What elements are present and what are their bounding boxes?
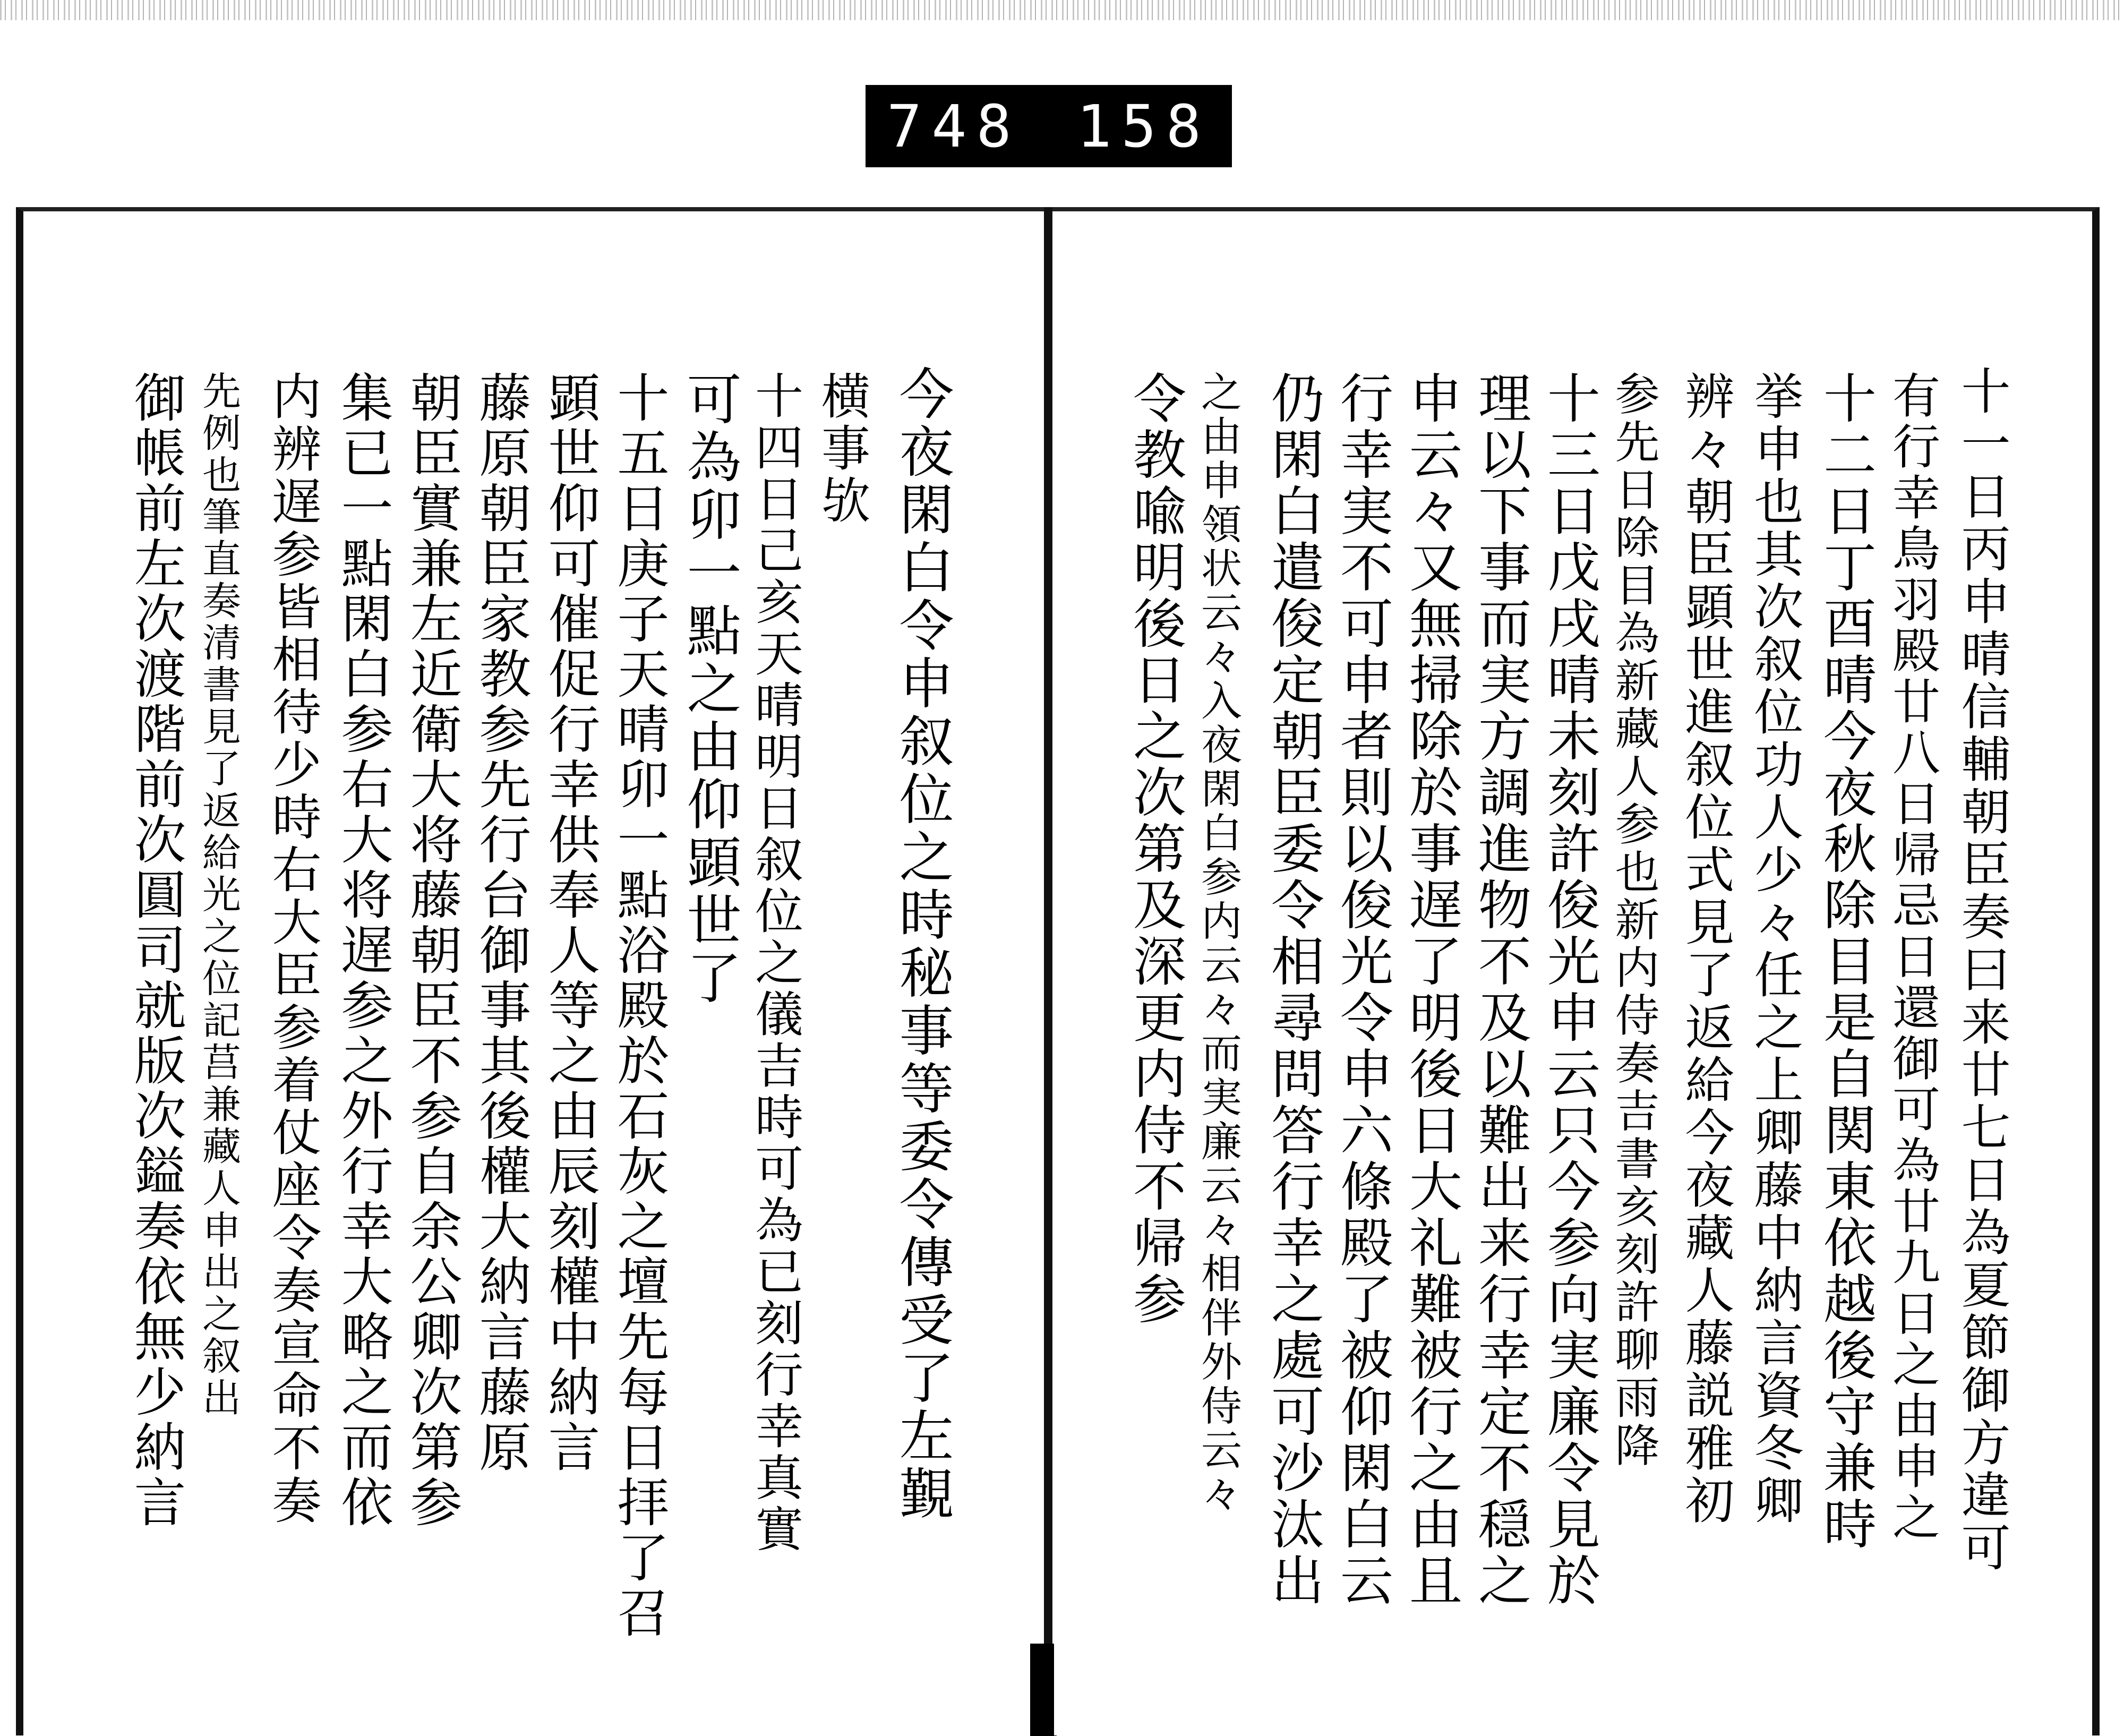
left-line-2: 横事欤: [813, 371, 870, 527]
right-line-1: 十一日丙申晴信輔朝臣奏曰来廿七日為夏節御方違可: [1953, 365, 2010, 1575]
left-line-1: 今夜閑白令申叙位之時秘事等委令傳受了左覲: [890, 365, 954, 1523]
left-line-7: 藤原朝臣家教参先行台御事其後權大納言藤原: [470, 371, 531, 1475]
right-line-6: 参先日除目為新藏人参也新内侍奏吉書亥刻許聊雨降: [1608, 371, 1660, 1470]
book-spread: [0, 191, 2124, 1736]
reel-number: 748: [887, 92, 1021, 160]
right-line-9: 申云々又無掃除於事遅了明後日大礼難被行之由且: [1400, 371, 1462, 1609]
gutter-shadow: [1030, 1644, 1057, 1736]
right-line-11: 仍閑白遣俊定朝臣委令相尋問答行幸之處可沙汰出: [1262, 371, 1324, 1609]
left-line-6: 顕世仰可催促行幸供奉人等之由辰刻權中納言: [539, 371, 600, 1475]
right-line-7: 十三日戊戌晴未刻許俊光申云只今参向実廉令見於: [1538, 371, 1600, 1609]
left-line-8: 朝臣實兼左近衛大将藤朝臣不参自余公卿次第参: [401, 371, 462, 1530]
left-line-3: 十四日己亥天晴明日叙位之儀吉時可為已刻行幸真實: [747, 371, 803, 1555]
right-page: [1054, 207, 2100, 1735]
left-line-10: 内辨遅参皆相待少時右大臣参着仗座令奏宣命不奏: [264, 371, 321, 1527]
right-line-2: 有行幸鳥羽殿廿八日帰忌日還御可為廿九日之由申之: [1884, 371, 1940, 1543]
right-line-10: 行幸実不可申者則以俊光令申六條殿了被仰閑白云: [1331, 371, 1393, 1609]
left-line-4: 可為卯一點之由仰顕世了: [678, 371, 741, 1007]
left-line-12: 御帳前左次渡階前次圓司就版次鎰奏依無少納言: [125, 371, 186, 1530]
left-page: [16, 207, 1056, 1735]
book-gutter: [1044, 207, 1052, 1731]
right-line-12: 之由申領状云々入夜閑白参内云々而実廉云々相伴外侍云々: [1194, 371, 1241, 1517]
frame-number: 158: [1076, 92, 1211, 160]
frame-number-label: [866, 85, 1232, 167]
scan-edge-noise: [0, 0, 2124, 20]
right-line-5: 辨々朝臣顕世進叙位式見了返給今夜藏人藤説雅初: [1677, 371, 1734, 1527]
left-line-11: 先例也筆直奏清書見了返給光之位記莒兼藏人申出之叙出: [195, 371, 241, 1419]
left-line-5: 十五日庚子天晴卯一點浴殿於石灰之壇先每日拝了召: [609, 371, 669, 1641]
right-line-13: 令教喩明後日之次第及深更内侍不帰参: [1124, 371, 1186, 1328]
right-line-8: 理以下事而実方調進物不及以難出来行幸定不穏之: [1469, 371, 1531, 1609]
right-line-4: 挙申也其次叙位功人少々任之上卿藤中納言資冬卿: [1746, 371, 1803, 1527]
right-line-3: 十二日丁酉晴今夜秋除目是自関東依越後守兼時: [1814, 371, 1877, 1553]
left-line-9: 集已一點閑白参右大将遅参之外行幸大略之而依: [332, 371, 393, 1530]
